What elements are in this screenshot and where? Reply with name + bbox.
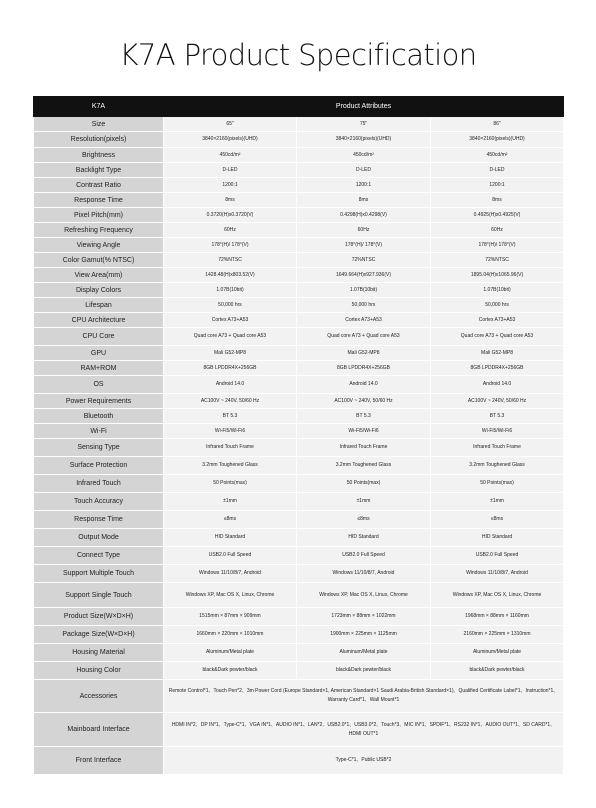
table-header-row xyxy=(34,97,564,117)
row-value: 50,000 hrs xyxy=(431,298,564,313)
row-value: black&Dark pewter/black xyxy=(297,662,431,680)
table-row xyxy=(34,583,564,608)
row-value: 178°(H)/ 178°(V) xyxy=(297,238,431,253)
row-value: Windows XP, Mac OS X, Linux, Chrome xyxy=(297,583,431,608)
row-value: 1900mm × 225mm × 1125mm xyxy=(297,626,431,644)
table-row xyxy=(34,193,564,208)
row-value: 3840×2160(pixels)(UHD) xyxy=(164,132,297,148)
table-row xyxy=(34,747,564,775)
row-value: black&Dark pewter/black xyxy=(431,662,564,680)
table-row xyxy=(34,662,564,680)
row-value: Infrared Touch Frame xyxy=(431,439,564,457)
row-value: 1200:1 xyxy=(297,178,431,193)
table-row xyxy=(34,283,564,298)
row-value: 1660mm × 220mm × 1010mm xyxy=(164,626,297,644)
row-value: Cortex A73+A53 xyxy=(164,313,297,328)
row-value: 50 Points(max) xyxy=(164,475,297,493)
table-row xyxy=(34,346,564,361)
row-value: Mali G52-MP8 xyxy=(164,346,297,361)
row-value: 8GB LPDDR4X+256GB xyxy=(431,361,564,376)
row-value: Windows 11/10/8/7, Android xyxy=(431,565,564,583)
row-value: 1968mm × 88mm × 1160mm xyxy=(431,608,564,626)
row-value: 72%NTSC xyxy=(297,253,431,268)
row-value: 0.4925(H)x0.4925(V) xyxy=(431,208,564,223)
row-label: Pixel Pitch(mm) xyxy=(34,208,164,223)
row-label: Bluetooth xyxy=(34,409,164,424)
row-label: Support Multiple Touch xyxy=(34,565,164,583)
row-value: 3.2mm Toughened Glass xyxy=(164,457,297,475)
row-value: ±1mm xyxy=(431,493,564,511)
row-value: 178°(H)/ 178°(V) xyxy=(431,238,564,253)
table-row xyxy=(34,439,564,457)
table-row xyxy=(34,132,564,148)
row-label: Color Gamut(% NTSC) xyxy=(34,253,164,268)
row-value: D-LED xyxy=(164,163,297,178)
row-value: 450cd/m² xyxy=(297,148,431,163)
row-label: Housing Material xyxy=(34,644,164,662)
table-row xyxy=(34,178,564,193)
row-label: Brightness xyxy=(34,148,164,163)
row-label: Contrast Ratio xyxy=(34,178,164,193)
row-value: USB2.0 Full Speed xyxy=(431,547,564,565)
row-value-span: Type-C*1、Public USB*2 xyxy=(164,747,564,775)
row-value: 8GB LPDDR4X+256GB xyxy=(297,361,431,376)
table-row xyxy=(34,361,564,376)
row-value: 3.2mm Toughened Glass xyxy=(297,457,431,475)
table-row xyxy=(34,394,564,409)
row-value: BT 5.3 xyxy=(431,409,564,424)
row-value: AC100V ~ 240V, 50/60 Hz xyxy=(164,394,297,409)
table-row xyxy=(34,713,564,747)
row-value: 8ms xyxy=(164,193,297,208)
row-value: Wi-Fi5/Wi-Fi6 xyxy=(297,424,431,439)
table-row xyxy=(34,298,564,313)
row-value: USB2.0 Full Speed xyxy=(297,547,431,565)
row-value: Android 14.0 xyxy=(297,376,431,394)
row-value: 450cd/m² xyxy=(164,148,297,163)
row-value: 0.3720(H)x0.3720(V) xyxy=(164,208,297,223)
row-label: CPU Core xyxy=(34,328,164,346)
row-label: Product Size(W×D×H) xyxy=(34,608,164,626)
row-value: ≤8ms xyxy=(297,511,431,529)
page-title: K7A Product Specification xyxy=(119,38,477,72)
row-label: Mainboard Interface xyxy=(34,713,164,747)
row-value: 1200:1 xyxy=(431,178,564,193)
row-label: Housing Color xyxy=(34,662,164,680)
row-value: ≤8ms xyxy=(164,511,297,529)
table-row xyxy=(34,253,564,268)
row-value: Windows XP, Mac OS X, Linux, Chrome xyxy=(164,583,297,608)
row-value: 178°(H)/ 178°(V) xyxy=(164,238,297,253)
row-value: Wi-Fi5/Wi-Fi6 xyxy=(431,424,564,439)
row-label: Backlight Type xyxy=(34,163,164,178)
row-value: 60Hz xyxy=(164,223,297,238)
row-value: Infrared Touch Frame xyxy=(297,439,431,457)
row-value: 1.07B(10bit) xyxy=(164,283,297,298)
header-attributes: Product Attributes xyxy=(164,97,564,117)
row-value-span: Remote Control*1、Touch Pen*2、3m Power Cord (Europe Standard×1, American Standard×1 Saudi Arabia-British Standard×1)、Qualified Certificate Label*1、Instruction*1、Warranty Card*1、Wall Mount*1 xyxy=(164,680,564,713)
row-value: HID Standard xyxy=(297,529,431,547)
row-value: 1200:1 xyxy=(164,178,297,193)
row-label: Lifespan xyxy=(34,298,164,313)
row-value: 3840×2160(pixels)(UHD) xyxy=(431,132,564,148)
row-value: Windows XP, Mac OS X, Linux, Chrome xyxy=(431,583,564,608)
row-value: 8ms xyxy=(297,193,431,208)
table-row xyxy=(34,644,564,662)
row-value: ±1mm xyxy=(164,493,297,511)
row-label: Output Mode xyxy=(34,529,164,547)
row-label: Accessories xyxy=(34,680,164,713)
row-label: Refreshing Frequency xyxy=(34,223,164,238)
row-value: 60Hz xyxy=(297,223,431,238)
row-label: Size xyxy=(34,117,164,132)
table-row xyxy=(34,457,564,475)
row-value: 2160mm × 225mm × 1310mm xyxy=(431,626,564,644)
row-value: 1428.48(H)x803.52(V) xyxy=(164,268,297,283)
row-value: Aluminum/Metal plate xyxy=(431,644,564,662)
row-value-span: HDMI IN*2、DP IN*1、Type-C*1、VGA IN*1、AUDIO IN*1、LAN*2、USB2.0*1、USB3.0*2、Touch*3、MIC IN*1、SPDIF*1、RS232 IN*1、AUDIO OUT*1、SD CARD*1、HDMI OUT*1 xyxy=(164,713,564,747)
row-value: 65" xyxy=(164,117,297,132)
row-value: D-LED xyxy=(297,163,431,178)
table-row xyxy=(34,529,564,547)
row-value: Android 14.0 xyxy=(431,376,564,394)
row-value: 50 Points(max) xyxy=(297,475,431,493)
row-value: 75" xyxy=(297,117,431,132)
row-label: Resolution(pixels) xyxy=(34,132,164,148)
row-value: 1723mm × 88mm × 1022mm xyxy=(297,608,431,626)
row-value: HID Standard xyxy=(164,529,297,547)
row-value: Android 14.0 xyxy=(164,376,297,394)
row-value: Windows 11/10/8/7, Android xyxy=(297,565,431,583)
table-row xyxy=(34,626,564,644)
table-row xyxy=(34,608,564,626)
row-label: Infrared Touch xyxy=(34,475,164,493)
table-row xyxy=(34,163,564,178)
row-value: 50,000 hrs xyxy=(297,298,431,313)
row-label: Front Interface xyxy=(34,747,164,775)
row-label: Touch Accuracy xyxy=(34,493,164,511)
table-row xyxy=(34,511,564,529)
table-row xyxy=(34,313,564,328)
row-value: Aluminum/Metal plate xyxy=(164,644,297,662)
table-row xyxy=(34,148,564,163)
row-value: 1895.04(H)x1065.96(V) xyxy=(431,268,564,283)
row-label: Power Requirements xyxy=(34,394,164,409)
row-value: BT 5.3 xyxy=(297,409,431,424)
row-value: D-LED xyxy=(431,163,564,178)
row-value: 50,000 hrs xyxy=(164,298,297,313)
table-row xyxy=(34,376,564,394)
row-value: ±1mm xyxy=(297,493,431,511)
table-row xyxy=(34,680,564,713)
spec-table xyxy=(33,96,564,775)
row-label: Viewing Angle xyxy=(34,238,164,253)
row-label: Response Time xyxy=(34,193,164,208)
spec-table-body xyxy=(34,117,564,775)
row-value: Aluminum/Metal plate xyxy=(297,644,431,662)
table-row xyxy=(34,424,564,439)
row-value: ≤8ms xyxy=(431,511,564,529)
row-value: 72%NTSC xyxy=(431,253,564,268)
row-value: 50 Points(max) xyxy=(431,475,564,493)
row-value: 86" xyxy=(431,117,564,132)
row-label: View Area(mm) xyxy=(34,268,164,283)
row-label: Surface Protection xyxy=(34,457,164,475)
row-value: Quad core A73 + Quad core A53 xyxy=(297,328,431,346)
row-value: BT 5.3 xyxy=(164,409,297,424)
row-value: 1515mm × 87mm × 909mm xyxy=(164,608,297,626)
row-value: 60Hz xyxy=(431,223,564,238)
row-value: Infrared Touch Frame xyxy=(164,439,297,457)
row-label: RAM+ROM xyxy=(34,361,164,376)
table-row xyxy=(34,238,564,253)
row-label: Wi-Fi xyxy=(34,424,164,439)
table-row xyxy=(34,493,564,511)
row-label: CPU Architecture xyxy=(34,313,164,328)
row-value: 3.2mm Toughened Glass xyxy=(431,457,564,475)
table-row xyxy=(34,565,564,583)
table-row xyxy=(34,223,564,238)
table-row xyxy=(34,208,564,223)
row-value: HID Standard xyxy=(431,529,564,547)
row-value: AC100V ~ 240V, 50/60 Hz xyxy=(431,394,564,409)
row-label: Display Colors xyxy=(34,283,164,298)
table-row xyxy=(34,117,564,132)
row-value: AC100V ~ 240V, 50/60 Hz xyxy=(297,394,431,409)
table-row xyxy=(34,547,564,565)
row-value: 3840×2160(pixels)(UHD) xyxy=(297,132,431,148)
row-value: 0.4298(H)x0.4298(V) xyxy=(297,208,431,223)
row-value: Mali G52-MP8 xyxy=(431,346,564,361)
row-value: Cortex A73+A53 xyxy=(431,313,564,328)
row-value: 8ms xyxy=(431,193,564,208)
row-value: Cortex A73+A53 xyxy=(297,313,431,328)
row-label: OS xyxy=(34,376,164,394)
row-value: Windows 11/10/8/7, Android xyxy=(164,565,297,583)
row-label: Sensing Type xyxy=(34,439,164,457)
row-value: 1.07B(10bit) xyxy=(431,283,564,298)
row-value: 72%NTSC xyxy=(164,253,297,268)
row-label: Response Time xyxy=(34,511,164,529)
row-value: Mali G52-MP8 xyxy=(297,346,431,361)
row-value: Wi-Fi5/Wi-Fi6 xyxy=(164,424,297,439)
row-value: 8GB LPDDR4X+256GB xyxy=(164,361,297,376)
row-value: 450cd/m² xyxy=(431,148,564,163)
row-label: GPU xyxy=(34,346,164,361)
table-row xyxy=(34,268,564,283)
row-value: USB2.0 Full Speed xyxy=(164,547,297,565)
row-value: 1649.664(H)x927.936(V) xyxy=(297,268,431,283)
row-label: Support Single Touch xyxy=(34,583,164,608)
row-label: Package Size(W×D×H) xyxy=(34,626,164,644)
table-row xyxy=(34,409,564,424)
row-value: Quad core A73 + Quad core A53 xyxy=(431,328,564,346)
row-value: black&Dark pewter/black xyxy=(164,662,297,680)
table-row xyxy=(34,475,564,493)
row-value: 1.07B(10bit) xyxy=(297,283,431,298)
header-model: K7A xyxy=(34,97,164,117)
row-label: Connect Type xyxy=(34,547,164,565)
row-value: Quad core A73 + Quad core A53 xyxy=(164,328,297,346)
table-row xyxy=(34,328,564,346)
